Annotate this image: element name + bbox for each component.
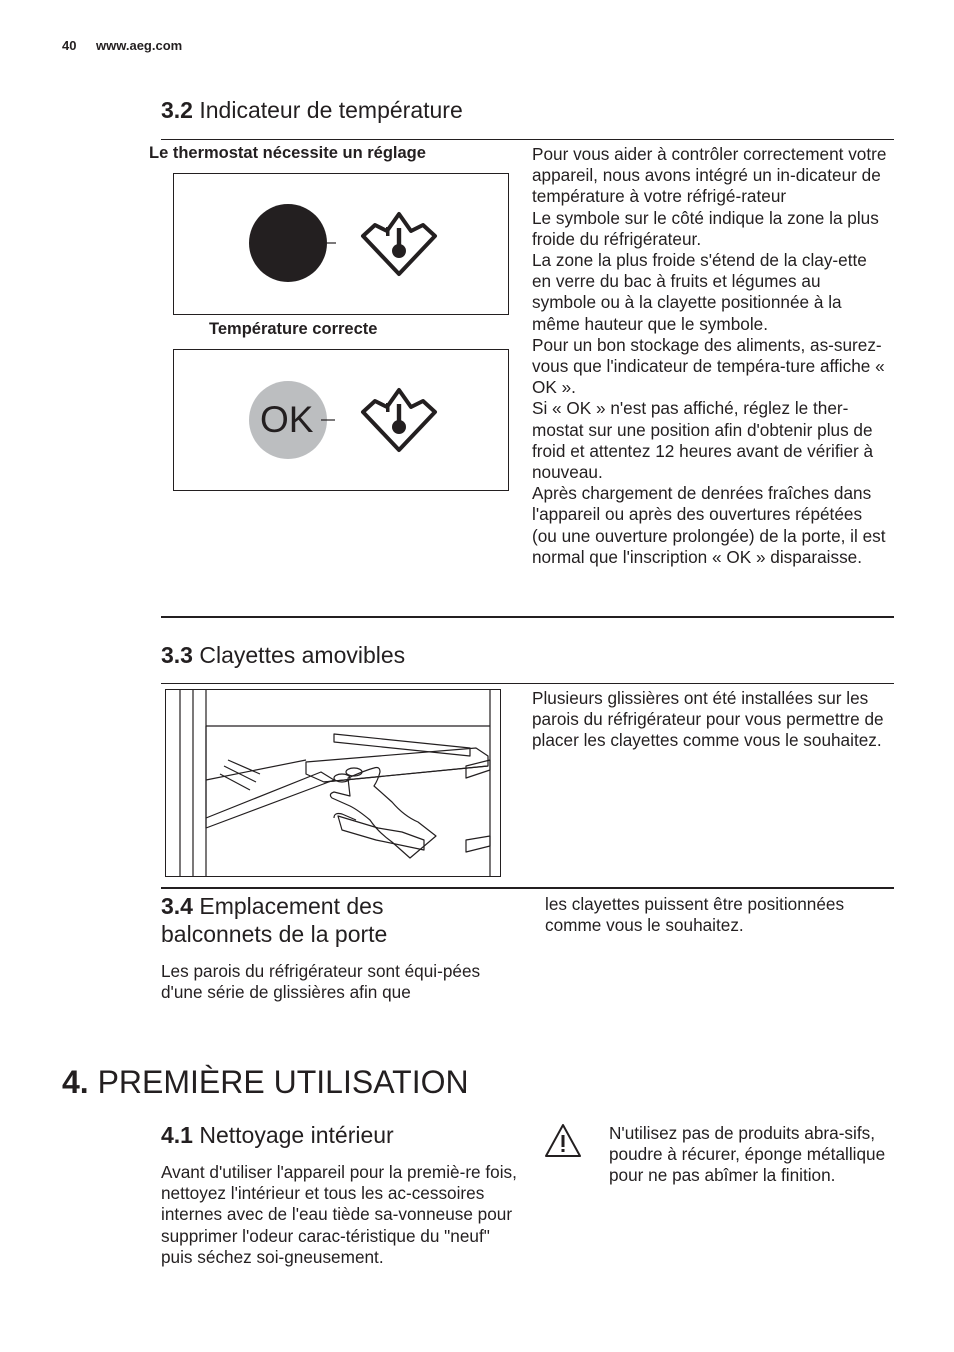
indicator-dark-circle — [249, 204, 327, 282]
section-rule — [161, 683, 894, 684]
indicator-figure-adjust — [173, 173, 509, 315]
section-3-4-text-left: Les parois du réfrigérateur sont équi-pées d'une série de glissières afin que — [161, 961, 481, 1003]
section-rule — [161, 139, 894, 140]
section-rule — [161, 887, 894, 889]
section-3-4-heading: 3.4 Emplacement des balconnets de la porte — [161, 893, 388, 947]
section-rule — [161, 616, 894, 618]
website-url: www.aeg.com — [96, 38, 183, 53]
shelf-illustration — [165, 689, 501, 877]
warning-triangle-icon — [543, 1122, 583, 1160]
caption-temperature-correct: Température correcte — [209, 320, 378, 338]
section-3-3-text: Plusieurs glissières ont été installées sur les parois du réfrigérateur pour vous permettre de placer les clayettes comme vous le souhaitez. — [532, 688, 884, 751]
section-3-3-heading: 3.3 Clayettes amovibles — [161, 642, 406, 668]
warning-text: N'utilisez pas de produits abra-sifs, poudre à récurer, éponge métallique pour ne pas abîmer la finition. — [609, 1123, 886, 1186]
cold-zone-symbol-icon — [363, 214, 435, 274]
section-4-1-text: Avant d'utiliser l'appareil pour la premiè-re fois, nettoyez l'intérieur et tous les ac-cessoires internes avec de l'eau tiède sa-vonneuse pour supprimer l'odeur carac-téristique du "neuf" puis séchez soi-gneusement. — [161, 1162, 517, 1267]
page-number: 40 — [62, 38, 77, 53]
section-3-2-text: Pour vous aider à contrôler correctement votre appareil, nous avons intégré un in-dicateur de température à votre réfrigé-rateur Le symbole sur le côté indique la zone la plus froide du réfrigérateur. La zone la plus froide s'étend de la clay-ette en verre du bac à fruits et légumes au symbole ou à la clayette positionnée à la même hauteur que le symbole. Pour un bon stockage des aliments, as-surez-vous que l'indicateur de tempéra-ture affiche « OK ». Si « OK » n'est pas affiché, réglez le ther-mostat sur une position afin d'obtenir plus de froid et attentez 12 heures avant de vérifier à nouveau. Après chargement de denrées fraîches dans l'appareil ou après des ouvertures répétées (ou une ouverture prolongée) de la porte, il est normal que l'inscription « OK » disparaisse. — [532, 144, 887, 567]
caption-thermostat-adjust: Le thermostat nécessite un réglage — [149, 144, 426, 162]
indicator-figure-ok — [173, 349, 509, 491]
section-3-2-heading: 3.2 Indicateur de température — [161, 97, 463, 123]
ok-label: OK — [260, 399, 314, 440]
chapter-4-heading: 4. PREMIÈRE UTILISATION — [62, 1064, 469, 1100]
cold-zone-symbol-icon — [363, 390, 435, 450]
section-3-4-text-right: les clayettes puissent être positionnées comme vous le souhaitez. — [545, 894, 845, 936]
section-4-1-heading: 4.1 Nettoyage intérieur — [161, 1122, 394, 1148]
